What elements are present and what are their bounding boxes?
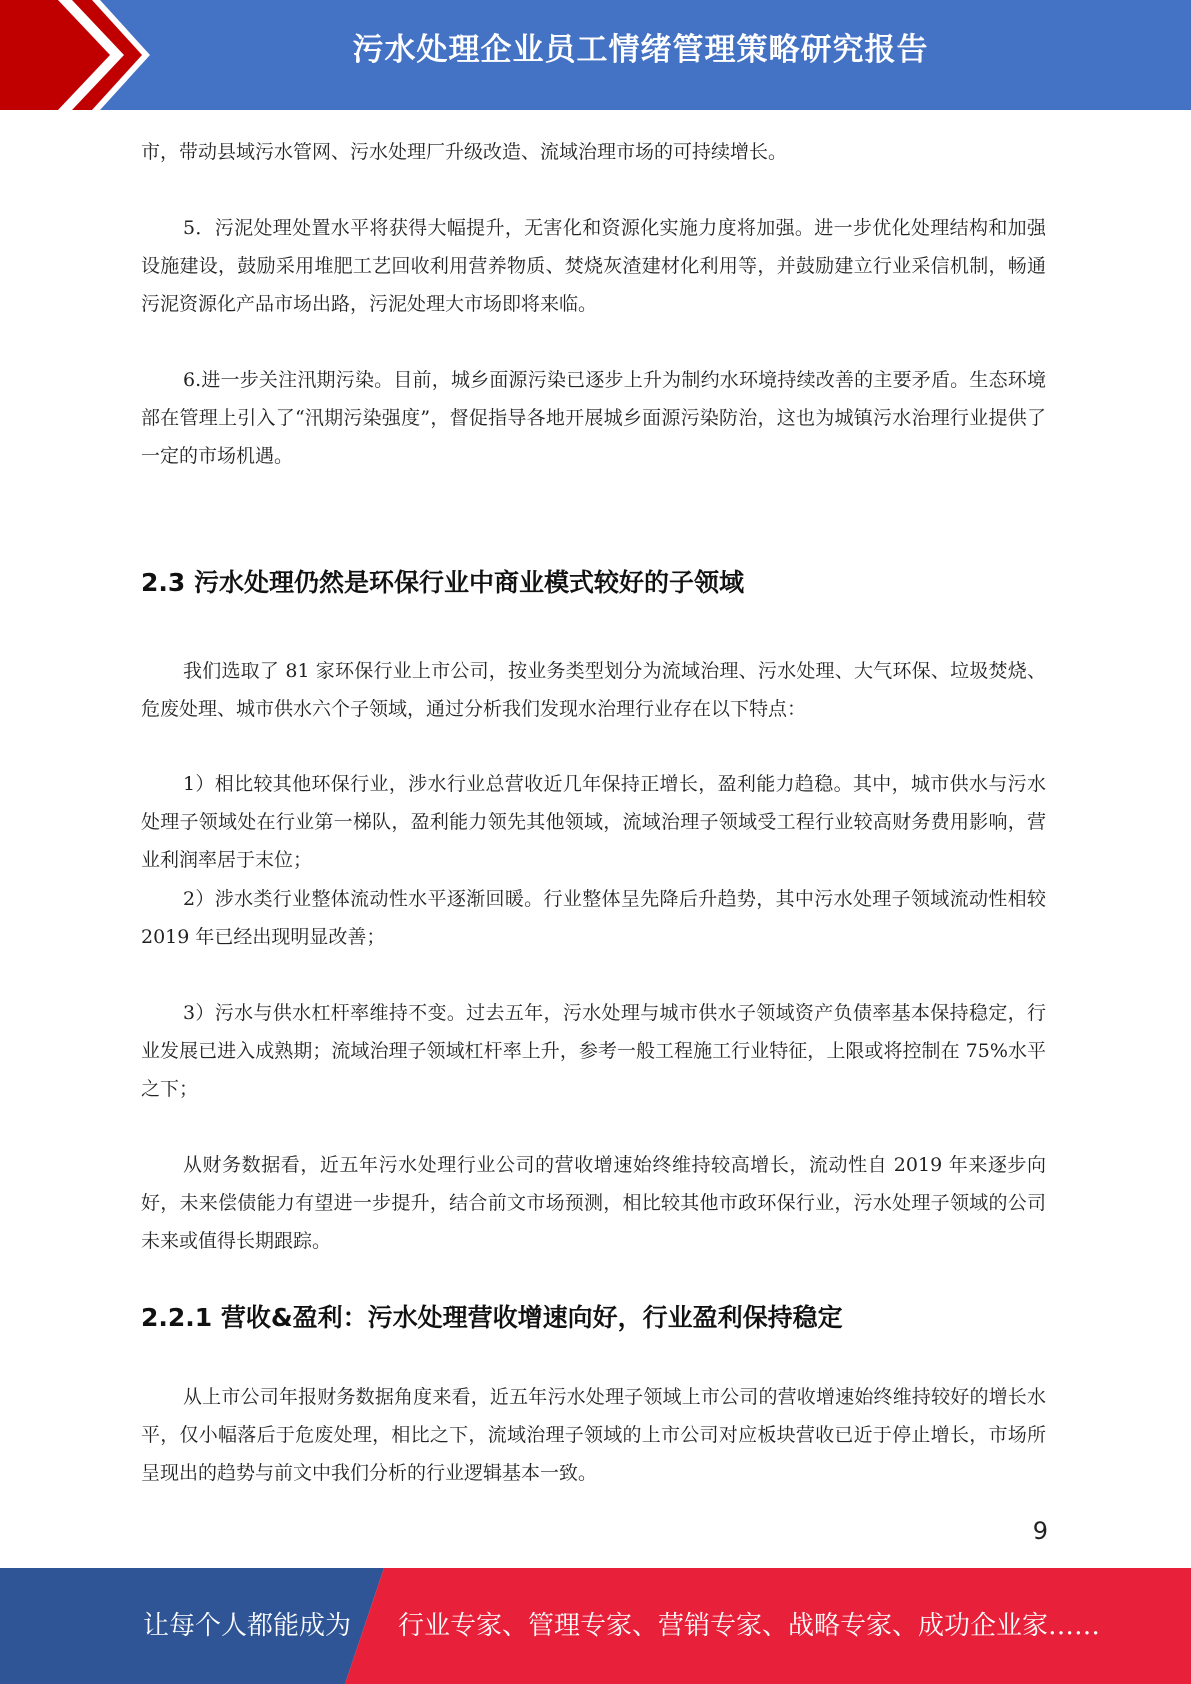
paragraph-selection: 我们选取了 81 家环保行业上市公司，按业务类型划分为流域治理、污水处理、大气环保、垃圾焚烧、危废处理、城市供水六个子领域，通过分析我们发现水治理行业存在以下特点： <box>141 660 1046 720</box>
paragraph-point-3: 3）污水与供水杠杆率维持不变。过去五年，污水处理与城市供水子领域资产负债率基本保持稳定，行业发展已进入成熟期；流域治理子领域杠杆率上升，参考一般工程施工行业特征，上限或将控制在 75%水平之下； <box>141 1002 1046 1100</box>
page-number: 9 <box>1032 1517 1048 1545</box>
report-title: 污水处理企业员工情绪管理策略研究报告 <box>352 32 929 68</box>
footer-slogan-right: 行业专家、管理专家、营销专家、战略专家、成功企业家…… <box>398 1611 1101 1641</box>
paragraph-revenue: 从上市公司年报财务数据角度来看，近五年污水处理子领域上市公司的营收增速始终维持较好的增长水平，仅小幅落后于危废处理，相比之下，流域治理子领域的上市公司对应板块营收已近于停止增长，市场所呈现出的趋势与前文中我们分析的行业逻辑基本一致。 <box>141 1386 1046 1484</box>
paragraph-point-2: 2）涉水类行业整体流动性水平逐渐回暖。行业整体呈先降后升趋势，其中污水处理子领域流动性相较 2019 年已经出现明显改善； <box>141 888 1046 948</box>
page-footer <box>0 1568 1191 1684</box>
footer-slogan-left: 让每个人都能成为 <box>143 1611 352 1641</box>
section-heading-2-3: 2.3 污水处理仍然是环保行业中商业模式较好的子领域 <box>141 568 744 597</box>
paragraph-item-5: 5．污泥处理处置水平将获得大幅提升，无害化和资源化实施力度将加强。进一步优化处理结构和加强设施建设，鼓励采用堆肥工艺回收利用营养物质、焚烧灰渣建材化利用等，并鼓励建立行业采信机制，畅通污泥资源化产品市场出路，污泥处理大市场即将来临。 <box>141 217 1046 315</box>
paragraph-finance: 从财务数据看，近五年污水处理行业公司的营收增速始终维持较高增长，流动性自 2019 年来逐步向好，未来偿债能力有望进一步提升，结合前文市场预测，相比较其他市政环保行业，污水处理子领域的公司未来或值得长期跟踪。 <box>141 1154 1046 1252</box>
section-heading-2-2-1: 2.2.1 营收&盈利：污水处理营收增速向好，行业盈利保持稳定 <box>141 1303 843 1332</box>
paragraph-continuation: 市，带动县域污水管网、污水处理厂升级改造、流域治理市场的可持续增长。 <box>141 141 788 163</box>
page-header <box>0 0 1191 110</box>
paragraph-point-1: 1）相比较其他环保行业，涉水行业总营收近几年保持正增长，盈利能力趋稳。其中，城市供水与污水处理子领域处在行业第一梯队，盈利能力领先其他领域，流域治理子领域受工程行业较高财务费用影响，营业利润率居于末位； <box>141 773 1046 871</box>
paragraph-item-6: 6.进一步关注汛期污染。目前，城乡面源污染已逐步上升为制约水环境持续改善的主要矛盾。生态环境部在管理上引入了“汛期污染强度”，督促指导各地开展城乡面源污染防治，这也为城镇污水治理行业提供了一定的市场机遇。 <box>141 369 1046 467</box>
